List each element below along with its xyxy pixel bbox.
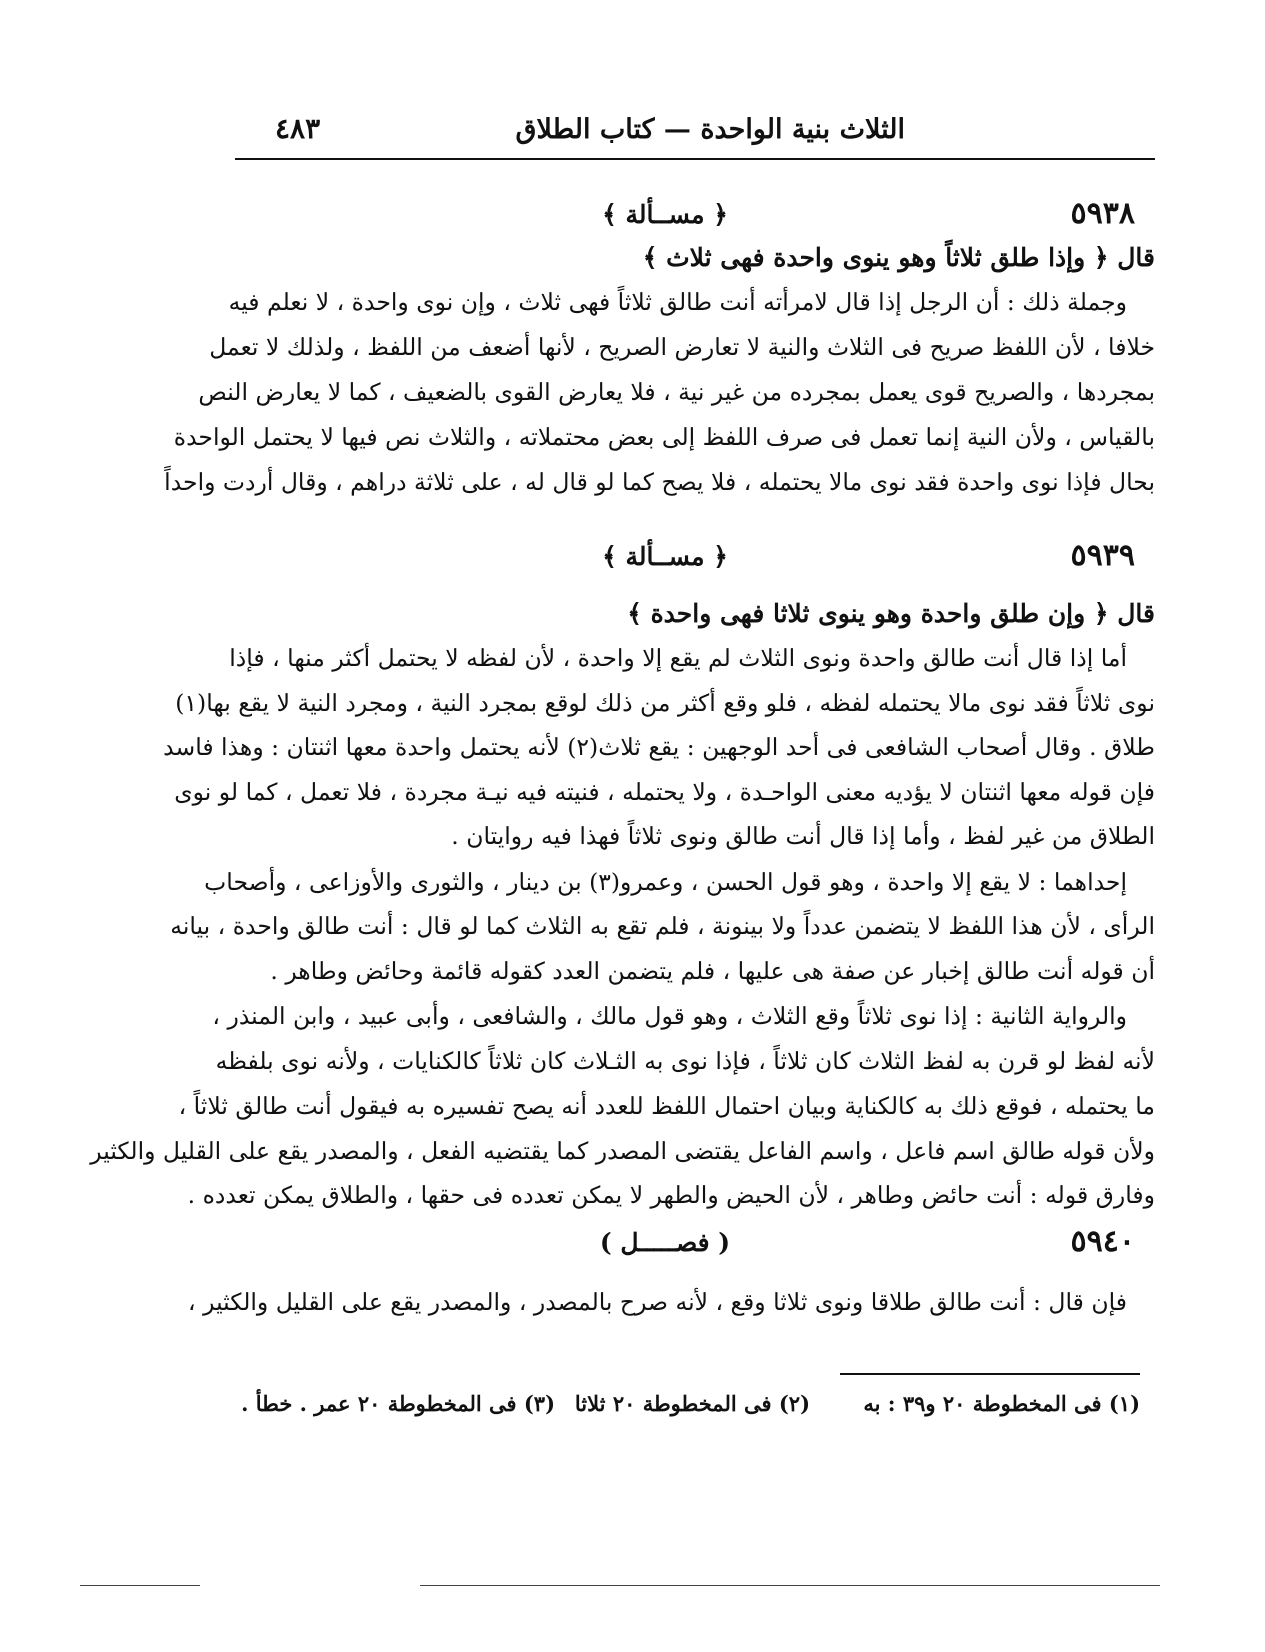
issue-title: ﴿ مســألة ﴾	[602, 542, 728, 571]
text-line: بمجردها ، والصريح قوى يعمل بمجرده من غير نية ، فلا يعارض القوى بالضعيف ، كما لا يعارض النص	[198, 378, 1155, 406]
page-number: ٤٨٣	[275, 112, 321, 145]
text-line: أن قوله أنت طالق إخبار عن صفة هى عليها ، فلم يتضمن العدد كقوله قائمة وحائض وطاهر .	[270, 957, 1155, 985]
footnote-1: (١) فى المخطوطة ٢٠ و٣٩ : به	[863, 1391, 1140, 1416]
issue-title: ﴿ مســألة ﴾	[602, 200, 728, 229]
footnote-2: (٢) فى المخطوطة ٢٠ ثلاثا	[574, 1391, 810, 1416]
text-line: ولأن قوله طالق اسم فاعل ، واسم الفاعل يقتضى المصدر كما يقتضيه الفعل ، والمصدر يقع على القليل والكثير	[90, 1137, 1155, 1165]
issue-number: ٥٩٣٩	[1070, 538, 1135, 573]
footnote-rule	[840, 1373, 1140, 1375]
running-head	[235, 108, 915, 148]
section-number: ٥٩٤٠	[1070, 1224, 1135, 1259]
text-line: وجملة ذلك : أن الرجل إذا قال لامرأته أنت طالق ثلاثاً فهى ثلاث ، وإن نوى واحدة ، لا نعلم فيه	[228, 288, 1127, 316]
text-line: طلاق . وقال أصحاب الشافعى فى أحد الوجهين : يقع ثلاث(٢) لأنه يحتمل واحدة معها اثنتان : وهذا فاسد	[163, 733, 1155, 761]
text-line: إحداهما : لا يقع إلا واحدة ، وهو قول الحسن ، وعمرو(٣) بن دينار ، والثورى والأوزاعى ، وأصحاب	[204, 868, 1127, 896]
issue-number: ٥٩٣٨	[1070, 196, 1135, 231]
issue-heading-5939	[235, 538, 1155, 574]
text-line: نوى ثلاثاً فقد نوى مالا يحتمله لفظه ، فلو وقع أكثر من ذلك لوقع بمجرد النية ، ومجرد النية لا يقع بها(١)	[175, 689, 1155, 717]
section-heading-5940	[235, 1224, 1155, 1260]
issue-heading-5938	[235, 196, 1155, 232]
section-title: ( فصـــــل )	[599, 1228, 731, 1257]
text-line: أما إذا قال أنت طالق واحدة ونوى الثلاث لم يقع إلا واحدة ، لأن لفظه لا يحتمل أكثر منها ، فإذا	[229, 644, 1127, 672]
text-line: خلافا ، لأن اللفظ صريح فى الثلاث والنية لا تعارض الصريح ، لأنها أضعف من اللفظ ، ولذلك لا تعمل	[209, 333, 1155, 361]
text-line: بحال فإذا نوى واحدة فقد نوى مالا يحتمله ، فلا يصح كما لو قال له ، على ثلاثة دراهم ، وقال أردت واحداً	[164, 468, 1155, 496]
running-head-title: الثلاث بنية الواحدة — كتاب الطلاق	[515, 114, 905, 145]
footnote-3: (٣) فى المخطوطة ٢٠ عمر . خطأ .	[241, 1391, 555, 1416]
text-line: لأنه لفظ لو قرن به لفظ الثلاث كان ثلاثاً ، فإذا نوى به الثـلاث كان ثلاثاً كالكنايات ، ولأنه نوى بلفظه	[215, 1047, 1155, 1075]
text-line: والرواية الثانية : إذا نوى ثلاثاً وقع الثلاث ، وهو قول مالك ، والشافعى ، وأبى عبيد ، وابن المنذر ،	[212, 1002, 1127, 1030]
text-line: قال ﴿ وإن طلق واحدة وهو ينوى ثلاثا فهى واحدة ﴾	[627, 599, 1155, 628]
bottom-rule	[420, 1585, 1160, 1586]
header-rule	[235, 158, 1155, 160]
text-line: بالقياس ، ولأن النية إنما تعمل فى صرف اللفظ إلى بعض محتملاته ، والثلاث نص فيها لا يحتمل الواحدة	[173, 423, 1155, 451]
text-line: وفارق قوله : أنت حائض وطاهر ، لأن الحيض والطهر لا يمكن تعدده فى حقها ، والطلاق يمكن تعدده .	[187, 1181, 1155, 1209]
text-line: الطلاق من غير لفظ ، وأما إذا قال أنت طالق ونوى ثلاثاً فهذا فيه روايتان .	[451, 822, 1155, 850]
bottom-rule	[80, 1585, 200, 1586]
footnotes	[241, 1384, 1140, 1424]
text-line: فإن قوله معها اثنتان لا يؤديه معنى الواحـدة ، ولا يحتمله ، فنيته فيه نيـة مجردة ، فلا تعمل ، كما لو نوى	[174, 778, 1155, 806]
text-line: قال ﴿ وإذا طلق ثلاثاً وهو ينوى واحدة فهى ثلاث ﴾	[642, 243, 1155, 272]
text-line: فإن قال : أنت طالق طلاقا ونوى ثلاثا وقع ، لأنه صرح بالمصدر ، والمصدر يقع على القليل والكثير ،	[188, 1288, 1127, 1316]
text-line: الرأى ، لأن هذا اللفظ لا يتضمن عدداً ولا بينونة ، فلم تقع به الثلاث كما لو قال : أنت طالق واحدة ، بيانه	[170, 912, 1155, 940]
text-line: ما يحتمله ، فوقع ذلك به كالكناية وبيان احتمال اللفظ للعدد أنه يصح تفسيره به فيقول أنت طالق ثلاثاً ،	[178, 1092, 1155, 1120]
